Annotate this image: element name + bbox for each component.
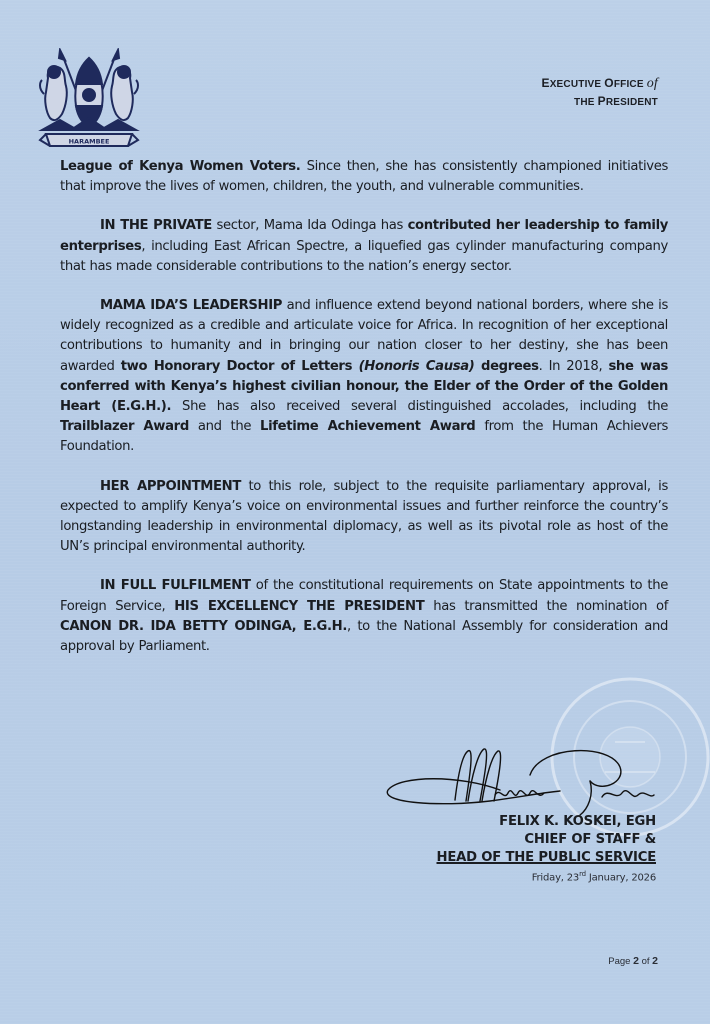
- body-text: and influence extend beyond national borders, where she is widely recognized as a credible and articulate voice for Africa. In recognition of her exceptional contributions to humanity and in bringing our nation closer to her destiny, she has been awarded: [60, 298, 669, 374]
- body-text: , to the National Assembly for consideration and approval by Parliament.: [60, 618, 669, 655]
- paragraph-fulfilment: [60, 576, 668, 657]
- office-heading-line1: EXECUTIVE OFFICE of: [541, 76, 658, 91]
- emphasis-text: HIS EXCELLENCY THE PRESIDENT: [174, 598, 425, 614]
- kenya-coat-of-arms-icon: [36, 48, 142, 152]
- emphasis-text: CANON DR. IDA BETTY ODINGA, E.G.H.: [60, 618, 348, 634]
- signatory-block: [437, 813, 657, 885]
- body-text: She has also received several distinguished accolades, including the: [171, 399, 669, 415]
- emphasis-text: League of Kenya Women Voters.: [60, 159, 301, 174]
- office-heading-line2: THE PRESIDENT: [574, 94, 658, 108]
- emphasis-text: (Honoris Causa): [358, 358, 475, 374]
- emphasis-text: IN THE PRIVATE: [100, 218, 212, 234]
- emphasis-text: Trailblazer Award: [60, 419, 189, 435]
- body-text: , including East African Spectre, a liquefied gas cylinder manufacturing company that has made considerable contributions to the nation’s energy sector.: [60, 238, 668, 274]
- document-body: [60, 157, 668, 676]
- office-heading: [541, 75, 658, 111]
- emphasis-text: HER APPOINTMENT: [100, 478, 242, 494]
- document-date: Friday, 23rd January, 2026: [531, 870, 656, 884]
- paragraph-leadership: [60, 296, 668, 458]
- body-text: and the: [188, 419, 261, 435]
- signatory-title-head-public-service: HEAD OF THE PUBLIC SERVICE: [436, 850, 656, 865]
- emphasis-text: two Honorary Doctor of Letters: [120, 358, 359, 374]
- paragraph-appointment: [60, 477, 668, 558]
- emphasis-text: Lifetime Achievement Award: [260, 419, 476, 435]
- emphasis-text: IN FULL FULFILMENT: [100, 578, 251, 594]
- paragraph-women-voters: [60, 157, 668, 197]
- paragraph-private-sector: [60, 216, 668, 277]
- signatory-name: FELIX K. KOSKEI, EGH: [499, 814, 656, 829]
- emphasis-text: degrees: [474, 358, 539, 374]
- handwritten-signature-icon: [380, 735, 660, 825]
- body-text: Since then, she has consistently championed initiatives that improve the lives of women, children, the youth, and vulnerable communities.: [60, 159, 668, 195]
- emphasis-text: she was conferred with Kenya’s highest civilian honour, the Elder of the Order of the Golden Heart (E.G.H.).: [60, 358, 668, 415]
- emphasis-text: MAMA IDA’S LEADERSHIP: [100, 298, 283, 314]
- body-text: to this role, subject to the requisite parliamentary approval, is expected to amplify Kenya’s voice on environmental issues and further reinforce the country’s longstanding leadership in environmental diplomacy, as well as its pivotal role as host of the UN’s principal environmental authority.: [60, 478, 668, 555]
- body-text: . In 2018,: [538, 358, 609, 374]
- page-number: Page 2 of 2: [608, 955, 658, 967]
- signatory-title-chief-of-staff: CHIEF OF STAFF &: [524, 832, 656, 847]
- emphasis-text: contributed her leadership to family enterprises: [60, 218, 668, 254]
- crest-motto: HARAMBEE: [68, 137, 110, 146]
- body-text: has transmitted the nomination of: [424, 598, 668, 614]
- body-text: from the Human Achievers Foundation.: [60, 419, 668, 455]
- body-text: of the constitutional requirements on State appointments to the Foreign Service,: [60, 578, 668, 614]
- body-text: sector, Mama Ida Odinga has: [211, 218, 408, 234]
